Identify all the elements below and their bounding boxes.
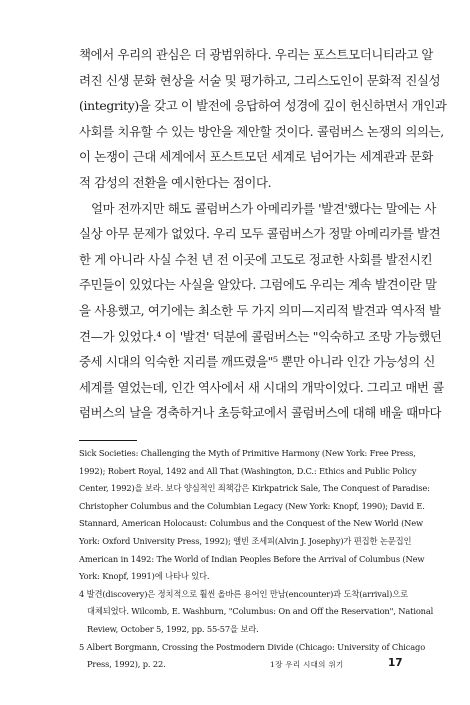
body-line: 을 사용했고, 여기에는 최소한 두 가지 의미—지리적 발견과 역사적 발 bbox=[79, 302, 441, 318]
footnote-line: Press, 1992), p. 22. bbox=[87, 659, 166, 670]
body-line: 실상 아무 문제가 없었다. 우리 모두 콜럼버스가 정말 아메리카를 발견 bbox=[79, 226, 441, 242]
footnote-line: Review, October 5, 1992, pp. 55-57을 보라. bbox=[87, 623, 259, 634]
footnote-line: York: Knopf, 1991)에 나타나 있다. bbox=[79, 571, 210, 582]
body-line: 사회를 치유할 수 있는 방안을 제안할 것이다. 콜럼버스 논쟁의 의의는, bbox=[79, 123, 444, 139]
body-line: 세계를 열었는데, 인간 역사에서 새 시대의 개막이었다. 그리고 매번 콜 bbox=[79, 379, 444, 395]
body-line: 주민들이 있었다는 사실을 알았다. 그럼에도 우리는 계속 발견이란 말 bbox=[79, 277, 437, 293]
body-line: 견—가 있었다.⁴ 이 '발견' 덕분에 콜럼버스는 "익숙하고 조망 가능했던 bbox=[79, 328, 442, 344]
footnote-line: 대체되었다. Wilcomb, E. Washburn, "Columbus: On and Off the Reservation", National bbox=[87, 606, 434, 617]
footnote-line: York: Oxford University Press, 1992); 앨빈 조세피(Alvin J. Josephy)가 편집한 논문집인 bbox=[79, 535, 412, 546]
footnote-line: 4 발견(discovery)은 정치적으로 훨씬 올바른 용어인 만남(encounter)과 도착(arrival)으로 bbox=[79, 588, 408, 599]
footnote-line: 1992); Robert Royal, 1492 and All That (Washington, D.C.: Ethics and Public Policy bbox=[79, 465, 417, 476]
body-line: 한 게 아니라 사실 수천 년 전 이곳에 고도로 정교한 사회를 발전시킨 bbox=[79, 251, 433, 267]
body-text bbox=[79, 42, 447, 426]
footnote-line: Sick Societies: Challenging the Myth of Primitive Harmony (New York: Free Press, bbox=[79, 448, 416, 458]
body-line: 중세 시대의 익숙한 지리를 깨뜨렸을"⁵ 뿐만 아니라 인간 가능성의 신 bbox=[79, 354, 435, 370]
footnote-line: American in 1492: The World of Indian Peoples Before the Arrival of Columbus (New bbox=[79, 553, 425, 564]
body-line: 이 논쟁이 근대 세계에서 포스트모던 세계로 넘어가는 세계관과 문화 bbox=[79, 149, 434, 165]
footnote-line: Center, 1992)을 보라. 보다 양심적인 죄책감은 Kirkpatrick Sale, The Conquest of Paradise: bbox=[79, 483, 430, 494]
body-line: (integrity)을 갖고 이 발전에 응답하여 성경에 깊이 헌신하면서 개인과 bbox=[79, 98, 447, 114]
footnotes bbox=[79, 445, 434, 674]
footnote-line: Stannard, American Holocaust: Columbus and the Conquest of the New World (New bbox=[79, 518, 423, 529]
footnote-rule bbox=[79, 440, 137, 441]
footnote-line: 5 Albert Borgmann, Crossing the Postmodern Divide (Chicago: University of Chicago bbox=[79, 641, 426, 652]
page-number: 17 bbox=[388, 657, 403, 669]
body-line: 럼버스의 날을 경축하거나 초등학교에서 콜럼버스에 대해 배울 때마다 bbox=[79, 405, 442, 421]
page-footer bbox=[0, 657, 470, 671]
body-line: 얼마 전까지만 해도 콜럼버스가 아메리카를 '발견'했다는 말에는 사 bbox=[91, 200, 436, 216]
body-line: 려진 신생 문화 현상을 서술 및 평가하고, 그리스도인이 문화적 진실성 bbox=[79, 72, 441, 88]
body-line: 책에서 우리의 관심은 더 광범위하다. 우리는 포스트모더니티라고 알 bbox=[79, 47, 434, 62]
footnote-line: Christopher Columbus and the Columbian Legacy (New York: Knopf, 1990); David E. bbox=[79, 500, 425, 511]
body-line: 적 감성의 전환을 예시한다는 점이다. bbox=[79, 174, 272, 190]
running-head: 1장 우리 시대의 위기 bbox=[270, 660, 344, 669]
